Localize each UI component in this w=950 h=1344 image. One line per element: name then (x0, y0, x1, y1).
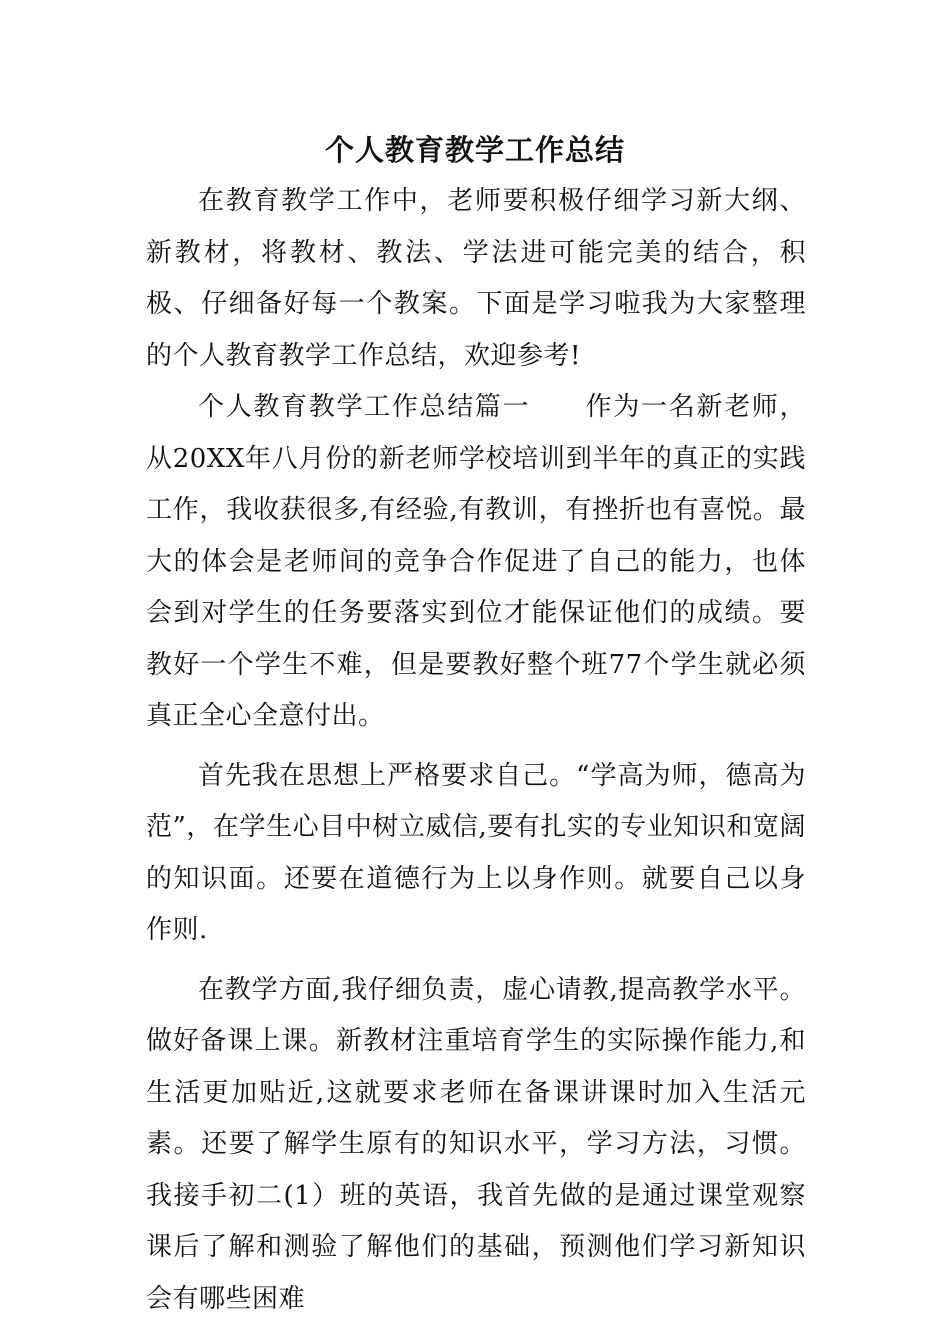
paragraph-spacer (146, 743, 806, 751)
paragraph-spacer (146, 957, 806, 965)
paragraph-part-one: 个人教育教学工作总结篇一 作为一名新老师，从20XX年八月份的新老师学校培训到半年的真正的实践工作，我收获很多,有经验,有教训，有挫折也有喜悦。最大的体会是老师间的竞争合作促进了自己的能力，也体会到对学生的任务要落实到位才能保证他们的成绩。要教好一个学生不难，但是要教好整个班77个学生就必须真正全心全意付出。 (146, 392, 806, 731)
paragraph-ideology: 首先我在思想上严格要求自己。“学高为师，德高为范”，在学生心目中树立威信,要有扎实的专业知识和宽阔的知识面。还要在道德行为上以身作则。就要自己以身作则. (146, 760, 806, 945)
paragraph-intro: 在教育教学工作中，老师要积极仔细学习新大纲、新教材，将教材、教法、学法进可能完美的结合，积极、仔细备好每一个教案。下面是学习啦我为大家整理的个人教育教学工作总结，欢迎参考! (146, 186, 806, 371)
document-title: 个人教育教学工作总结 (324, 133, 625, 167)
paragraph-teaching: 在教学方面,我仔细负责，虚心请教,提高教学水平。做好备课上课。新教材注重培育学生的实际操作能力,和生活更加贴近,这就要求老师在备课讲课时加入生活元素。还要了解学生原有的知识水平，学习方法，习惯。我接手初二(1）班的英语，我首先做的是通过课堂观察课后了解和测验了解他们的基础，预测他们学习新知识会有哪些困难 (146, 974, 806, 1314)
document-body (146, 176, 806, 1325)
